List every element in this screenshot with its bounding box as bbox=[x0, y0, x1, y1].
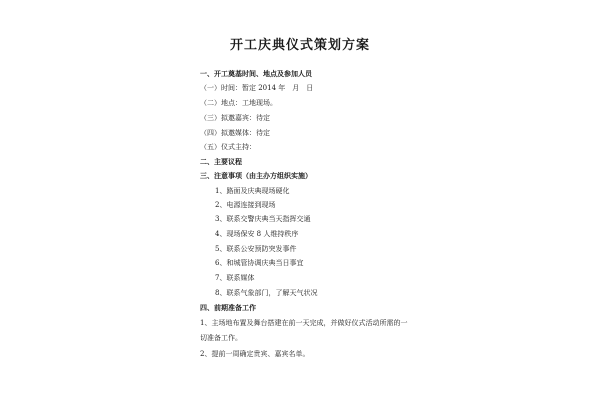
list-item-location: （二）地点：工地现场。 bbox=[200, 99, 277, 107]
list-item: 4、现场保安 8 人维持秩序 bbox=[215, 230, 299, 238]
section-heading-1: 一、开工奠基时间、地点及参加人员 bbox=[200, 69, 312, 78]
list-item-time: （一）时间：暂定 2014 年 月 日 bbox=[200, 84, 314, 92]
paragraph-line: 2、提前一周确定贵宾、嘉宾名单。 bbox=[200, 350, 310, 358]
list-item: 2、电源连接到现场 bbox=[215, 201, 276, 209]
section-heading-3: 三、注意事项（由主办方组织实施） bbox=[200, 171, 312, 180]
list-item: 7、联系媒体 bbox=[215, 274, 255, 282]
paragraph-line: 1、主场地布置及舞台搭建在前一天完成，并做好仪式活动所需的一 bbox=[200, 319, 408, 327]
section-heading-2: 二、主要议程 bbox=[200, 157, 242, 166]
list-item-guests: （三）拟邀嘉宾：待定 bbox=[200, 114, 270, 122]
list-item: 8、联系气象部门，了解天气状况 bbox=[215, 289, 318, 297]
section-heading-4: 四、前期准备工作 bbox=[200, 303, 256, 312]
list-item-media: （四）拟邀媒体：待定 bbox=[200, 129, 270, 137]
list-item: 1、路面及庆典现场硬化 bbox=[215, 187, 290, 195]
list-item: 6、和城管协调庆典当日事宜 bbox=[215, 259, 304, 267]
list-item: 3、联系交警庆典当天指挥交通 bbox=[215, 215, 311, 223]
paragraph-line: 切准备工作。 bbox=[200, 334, 242, 342]
list-item-host: （五）仪式主持： bbox=[200, 143, 256, 151]
document-title: 开工庆典仪式策划方案 bbox=[229, 38, 370, 53]
list-item: 5、联系公安预防突发事件 bbox=[215, 245, 297, 253]
